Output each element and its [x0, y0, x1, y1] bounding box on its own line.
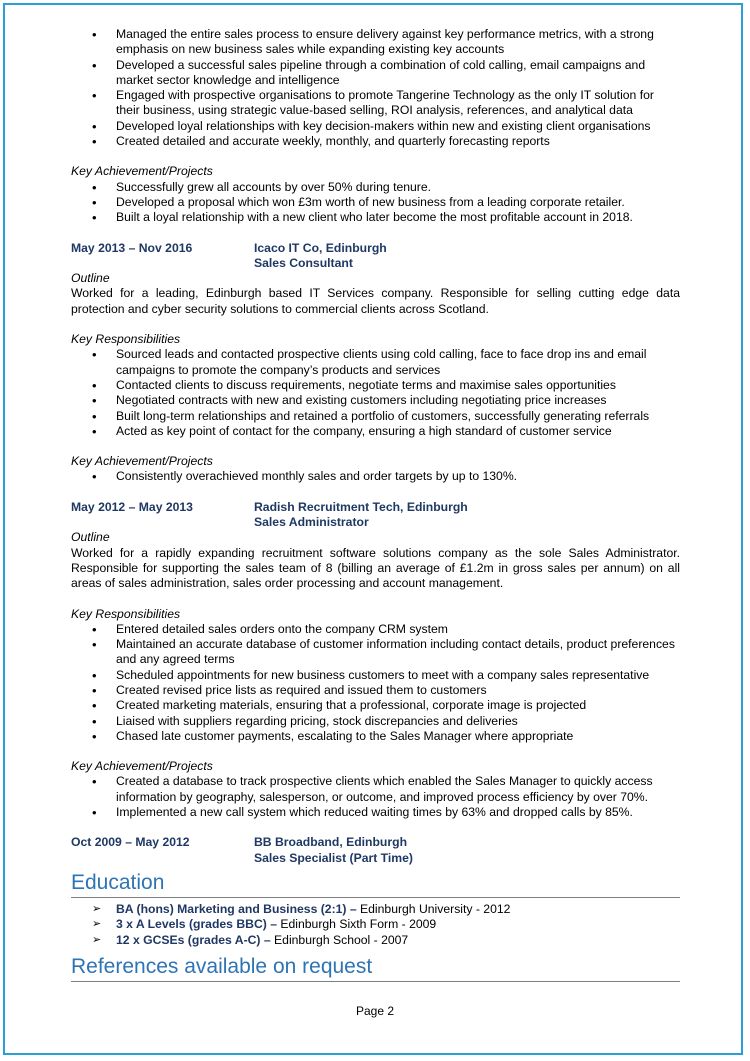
education-place: Edinburgh University - 2012: [356, 901, 511, 916]
responsibilities-heading: Key Responsibilities: [71, 332, 181, 347]
education-qualification: BA (hons) Marketing and Business (2:1) –: [116, 901, 357, 916]
list-item: • Managed the entire sales process to ensure delivery against key performance metrics, with a strong emphasis on new business sales while expanding existing key accounts: [71, 27, 680, 58]
education-place: Edinburgh School - 2007: [270, 932, 409, 947]
list-item: • Entered detailed sales orders onto the company CRM system: [71, 622, 680, 637]
resume-page-content: [71, 27, 680, 982]
list-item: [71, 917, 680, 932]
list-item: • Chased late customer payments, escalating to the Sales Manager where appropriate: [71, 729, 680, 744]
job-responsibilities: [71, 347, 680, 439]
list-item: • Engaged with prospective organisations to promote Tangerine Technology as the only IT solution for their business, using strategic value-based selling, ROI analysis, references, and analytical data: [71, 88, 680, 119]
list-item: • Contacted clients to discuss requirements, negotiate terms and maximise sales opportunities: [71, 378, 680, 393]
job-company: BB Broadband, Edinburgh: [254, 835, 408, 850]
list-item: • Developed a proposal which won £3m worth of new business from a leading corporate retailer.: [71, 195, 680, 210]
job-responsibilities: [71, 622, 680, 744]
job-company: Icaco IT Co, Edinburgh: [254, 240, 387, 255]
list-item: • Negotiated contracts with new and existing customers including negotiating price increases: [71, 393, 680, 408]
references-heading: References available on request: [71, 954, 680, 982]
list-item: • Scheduled appointments for new business customers to meet with a company sales representative: [71, 668, 680, 683]
job-achievements: [71, 469, 680, 484]
outline-heading: Outline: [71, 530, 110, 545]
list-item: [71, 933, 680, 948]
list-item: • Built long-term relationships and retained a portfolio of customers, successfully generating referrals: [71, 409, 680, 424]
list-item: • Created a database to track prospective clients which enabled the Sales Manager to quickly access information by geography, salesperson, or outcome, and improved process efficiency by over 70%.: [71, 774, 680, 805]
list-item: [71, 902, 680, 917]
list-item: • Acted as key point of contact for the company, ensuring a high standard of customer service: [71, 424, 680, 439]
list-item: • Liaised with suppliers regarding pricing, stock discrepancies and deliveries: [71, 714, 680, 729]
list-item: • Developed a successful sales pipeline through a combination of cold calling, email campaigns and market sector knowledge and intelligence: [71, 58, 680, 89]
job-header: [71, 241, 680, 272]
achievements-heading: Key Achievement/Projects: [71, 759, 213, 774]
education-qualification: 12 x GCSEs (grades A-C) –: [116, 932, 271, 947]
responsibilities-heading: Key Responsibilities: [71, 606, 181, 621]
job-outline: Worked for a leading, Edinburgh based IT Services company. Responsible for selling cutting edge data protection and cyber security solutions to commercial clients across Scotland.: [71, 286, 680, 316]
list-item: • Created detailed and accurate weekly, monthly, and quarterly forecasting reports: [71, 134, 680, 149]
job-dates: May 2012 – May 2013: [71, 499, 193, 514]
job-header: [71, 500, 680, 531]
list-item: • Consistently overachieved monthly sales and order targets by up to 130%.: [71, 469, 680, 484]
list-item: • Created revised price lists as required and issued them to customers: [71, 683, 680, 698]
previous-role-responsibilities: [71, 27, 680, 149]
job-company: Radish Recruitment Tech, Edinburgh: [254, 499, 468, 514]
achievements-heading: Key Achievement/Projects: [71, 164, 213, 179]
job-achievements: [71, 774, 680, 820]
job-outline: Worked for a rapidly expanding recruitment software solutions company as the sole Sales Administrator. Responsible for supporting the sales team of 8 (billing an average of £1.2m in gross sales per annum) on all areas of sales administration, sales order processing and account management.: [71, 545, 680, 591]
list-item: • Sourced leads and contacted prospective clients using cold calling, face to face drop ins and email campaigns to promote the company’s products and services: [71, 347, 680, 378]
page-number: Page 2: [355, 1004, 395, 1018]
job-title: Sales Administrator: [254, 515, 369, 530]
job-header: [71, 835, 680, 866]
list-item: • Maintained an accurate database of customer information including contact details, product preferences and any agreed terms: [71, 637, 680, 668]
job-dates: May 2013 – Nov 2016: [71, 240, 193, 255]
job-title: Sales Specialist (Part Time): [254, 850, 413, 865]
list-item: • Implemented a new call system which reduced waiting times by 63% and dropped calls by 85%.: [71, 805, 680, 820]
list-item: • Developed loyal relationships with key decision-makers within new and existing client organisations: [71, 119, 680, 134]
list-item: • Built a loyal relationship with a new client who later become the most profitable account in 2018.: [71, 210, 680, 225]
job-dates: Oct 2009 – May 2012: [71, 835, 190, 850]
education-heading: Education: [71, 870, 680, 898]
education-list: [71, 902, 680, 948]
outline-heading: Outline: [71, 271, 110, 286]
education-qualification: 3 x A Levels (grades BBC) –: [116, 917, 277, 932]
list-item: • Successfully grew all accounts by over 50% during tenure.: [71, 180, 680, 195]
list-item: • Created marketing materials, ensuring that a professional, corporate image is projected: [71, 698, 680, 713]
previous-role-achievements: [71, 180, 680, 226]
achievements-heading: Key Achievement/Projects: [71, 454, 213, 469]
job-title: Sales Consultant: [254, 255, 353, 270]
education-place: Edinburgh Sixth Form - 2009: [276, 917, 437, 932]
